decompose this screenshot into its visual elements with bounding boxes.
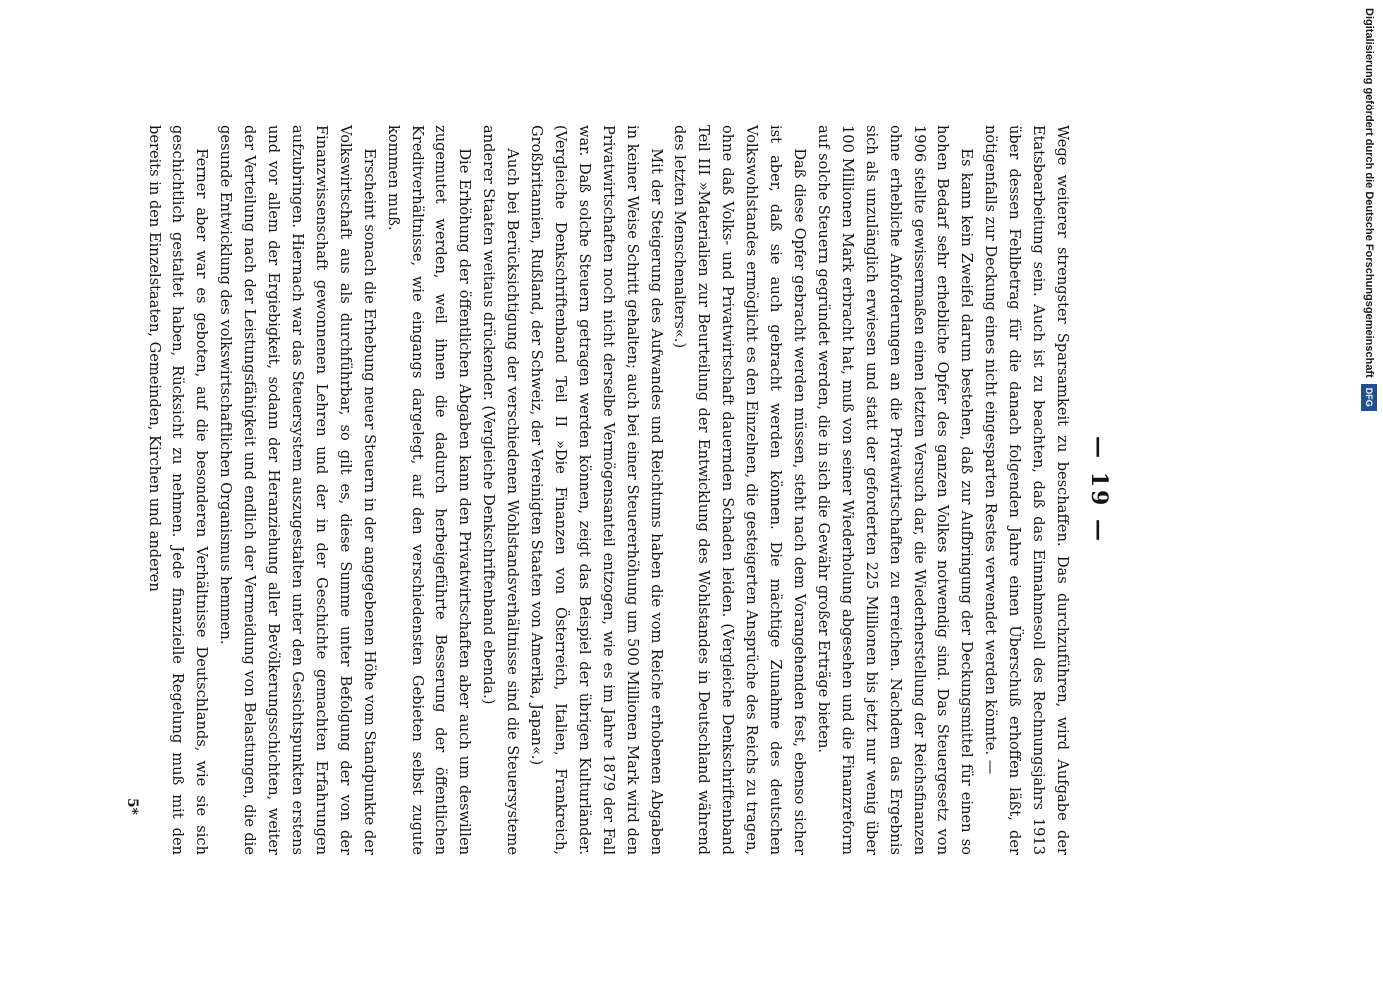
- paragraph: Erscheint sonach die Erhebung neuer Steuern in der angegebenen Höhe vom Standpunkte der Volkswirtschaft aus als durchführbar, so gilt es, diese Summe unter Befolgung der von der Finanzwissenschaft gewonnenen Lehren und der in der Geschichte gemachten Erfahrungen aufzubringen. Hiernach war das Steuersystem auszugestalten unter den Gesichtspunkten erstens und vor allem der Ergiebigkeit, sodann der Heranziehung aller Bevölkerungsschichten, weiter der Verteilung nach der Leistungsfähigkeit und endlich der Vermeidung von Belastungen, die die gesunde Entwicklung des volkswirtschaftlichen Organismus hemmen.: [217, 125, 378, 855]
- credit-text: Digitalisierung gefördert durch die Deutsche Forschungsgemeinschaft: [1363, 8, 1375, 378]
- document-body: [142, 125, 1074, 855]
- paragraph: Wege weiterer strengster Sparsamkeit zu beschaffen. Das durchzuführen, wird Aufgabe der Etatsbearbeitung sein. Auch ist zu beachten, daß das Einnahmesoll des Rechnungsjahrs 1913 über dessen Fehlbetrag für die danach folgenden Jahre einen Überschuß erhoffen läßt, der nötigenfalls zur Deckung eines nicht eingesparten Restes verwendet werden könnte. —: [982, 125, 1071, 855]
- signature-mark: 5*: [124, 797, 140, 815]
- paragraph: Mit der Steigerung des Aufwandes und Reichtums haben die vom Reiche erhobenen Abgaben in keiner Weise Schritt gehalten; auch bei einer Steuererhöhung um 500 Millionen Mark wird den Privatwirtschaften noch nicht derselbe Vermögensanteil entzogen, wie es im Jahre 1879 der Fall war. Daß solche Steuern getragen werden können, zeigt das Beispiel der übrigen Kulturländer. (Vergleiche Denkschriftenband Teil II »Die Finanzen von Österreich, Italien, Frankreich, Großbritannien, Rußland, der Schweiz, der Vereinigten Staaten von Amerika, Japan«.): [528, 125, 665, 855]
- digitization-credit: [1358, 8, 1380, 992]
- paragraph: Daß diese Opfer gebracht werden müssen, steht nach dem Vorangehenden fest, ebenso sicher ist aber, daß sie auch gebracht werden können. Die mächtige Zunahme des deutschen Volkswohlstandes ermöglicht es den Einzelnen, die gesteigerten Ansprüche des Reichs zu tragen, ohne daß Volks- und Privatwirtschaft dauernden Schaden leiden. (Vergleiche Denkschriftenband Teil III »Materialien zur Beurteilung der Entwicklung des Wohlstandes in Deutschland während des letzten Menschenalters«.): [671, 125, 809, 855]
- paragraph: Ferner aber war es geboten, auf die besonderen Verhältnisse Deutschlands, wie sie sich geschichtlich gestaltet haben, Rücksicht zu nehmen. Jede finanzielle Regelung muß mit den bereits in den Einzelstaaten, Gemeinden, Kirchen und anderen: [145, 125, 211, 855]
- paragraph: Auch bei Berücksichtigung der verschiedenen Wohlstandsverhältnisse sind die Steuersysteme anderer Staaten weitaus drückender. (Vergleiche Denkschriftenband ebenda.): [480, 125, 522, 855]
- paragraph: Die Erhöhung der öffentlichen Abgaben kann den Privatwirtschaften aber auch um deswillen zugemutet werden, weil ihnen die dadurch herbeigeführte Besserung der öffentlichen Kreditverhältnisse, wie eingangs dargelegt, auf den verschiedensten Gebieten selbst zugute kommen muß.: [384, 125, 474, 855]
- dfg-logo: DFG: [1361, 384, 1377, 411]
- rotated-document-page: [112, 125, 1112, 855]
- paragraph: Es kann kein Zweifel darum bestehen, daß zur Aufbringung der Deckungsmittel für einen so hohen Bedarf sehr erhebliche Opfer des ganzen Volkes notwendig sind. Das Steuergesetz von 1906 stellte gewissermaßen einen letzten Versuch dar, die Wiederherstellung der Reichsfinanzen ohne erhebliche Anforderungen an die Privatwirtschaften zu erreichen. Nachdem das Ergebnis sich als unzulänglich erwiesen und statt der geforderten 225 Millionen bis jetzt nur wenig über 100 Millionen Mark erbracht hat, muß von seiner Wiederholung abgesehen und die Finanzreform auf solche Steuern gegründet werden, die in sich die Gewähr großer Erträge bieten.: [814, 125, 976, 855]
- page-number-header: — 19 —: [1086, 436, 1112, 544]
